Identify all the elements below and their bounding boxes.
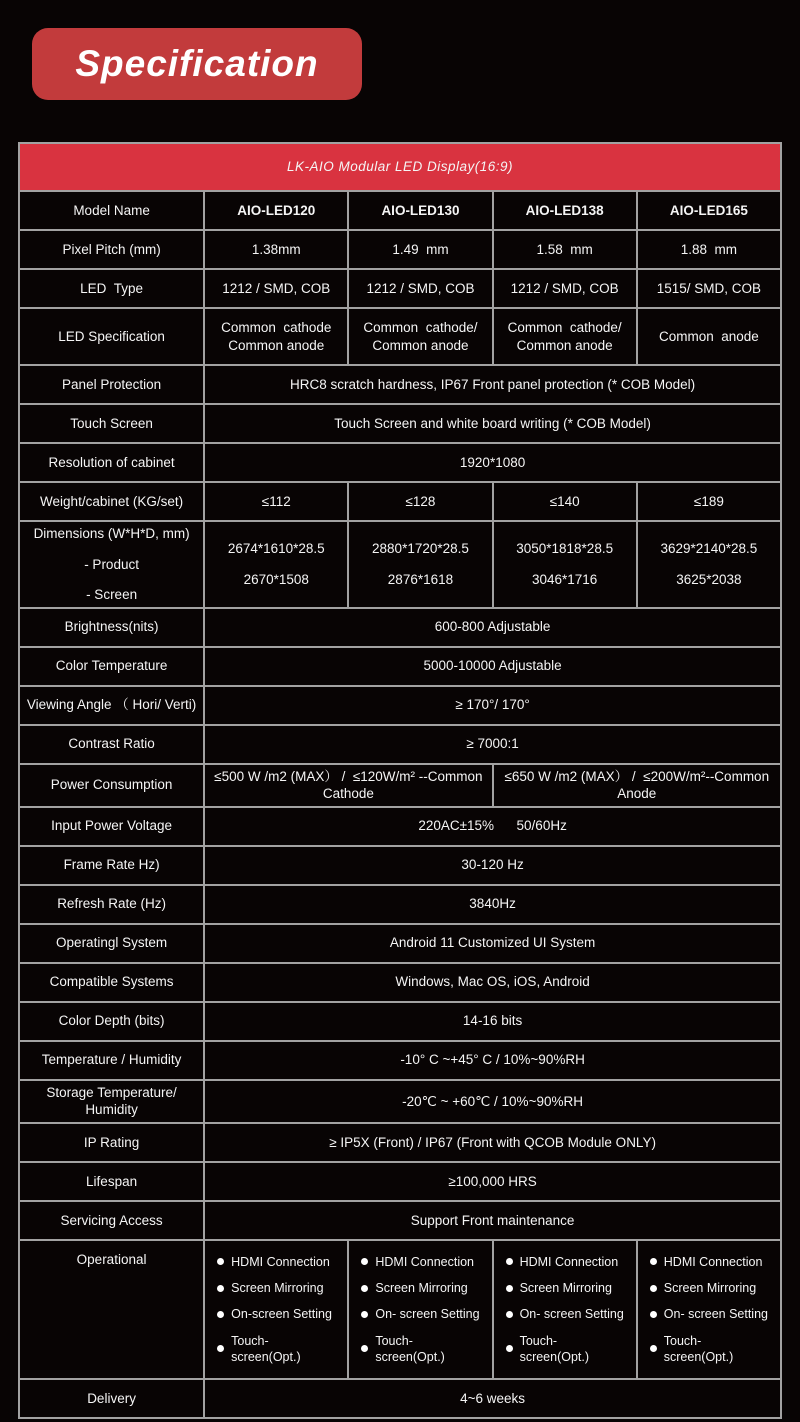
bullet-item bbox=[217, 1306, 339, 1322]
spec-row-color-depth bbox=[19, 1002, 781, 1041]
cell-line: 220AC±15% 50/60Hz bbox=[418, 818, 567, 834]
spec-row-panel-protection bbox=[19, 365, 781, 404]
value-lifespan bbox=[204, 1162, 781, 1201]
cell-line: 3629*2140*28.5 bbox=[660, 541, 758, 557]
cell-line: Weight/cabinet (KG/set) bbox=[40, 493, 184, 509]
row-label-color-depth bbox=[19, 1002, 204, 1041]
cell-line: 2670*1508 bbox=[243, 571, 309, 587]
bullet-label: Screen Mirroring bbox=[231, 1281, 324, 1296]
row-label-panel-protection bbox=[19, 365, 204, 404]
cell-line: AIO-LED165 bbox=[669, 202, 748, 218]
cell-line: - Screen bbox=[86, 587, 138, 603]
cell-line: - Product bbox=[84, 556, 139, 572]
value-dimensions-2 bbox=[348, 521, 492, 608]
value-power-consumption-2 bbox=[493, 764, 781, 807]
value-servicing-access bbox=[204, 1201, 781, 1240]
row-label-touch-screen bbox=[19, 404, 204, 443]
value-pixel-pitch-2 bbox=[348, 230, 492, 269]
cell-line: 3046*1716 bbox=[532, 571, 598, 587]
cell-line: Operatingl System bbox=[56, 935, 168, 951]
value-ip-rating bbox=[204, 1123, 781, 1162]
spec-row-lifespan bbox=[19, 1162, 781, 1201]
cell-line: Lifespan bbox=[86, 1173, 138, 1189]
value-led-specification-4 bbox=[637, 308, 781, 365]
bullet-label: On- screen Setting bbox=[375, 1307, 480, 1322]
spec-row-power-consumption bbox=[19, 764, 781, 807]
cell-line: ≥ 7000:1 bbox=[466, 736, 519, 752]
cell-line: Resolution of cabinet bbox=[48, 454, 175, 470]
value-viewing-angle bbox=[204, 686, 781, 725]
specification-table bbox=[18, 142, 782, 1419]
spec-row-dimensions bbox=[19, 521, 781, 608]
value-panel-protection bbox=[204, 365, 781, 404]
cell-line: 1212 / SMD, COB bbox=[510, 280, 619, 296]
bullet-dot-icon bbox=[650, 1345, 657, 1352]
bullet-label: HDMI Connection bbox=[663, 1254, 763, 1269]
value-dimensions-3 bbox=[493, 521, 637, 608]
cell-line: 1.49 mm bbox=[392, 241, 449, 257]
bullet-label: Touch- screen(Opt.) bbox=[663, 1333, 734, 1364]
cell-line: Panel Protection bbox=[62, 376, 162, 392]
cell-line: Android 11 Customized UI System bbox=[389, 935, 596, 951]
value-power-consumption-1 bbox=[204, 764, 492, 807]
cell-line: AIO-LED130 bbox=[381, 202, 460, 218]
cell-line: Windows, Mac OS, iOS, Android bbox=[395, 974, 590, 990]
cell-line: Common anode bbox=[516, 337, 613, 353]
bullet-label: HDMI Connection bbox=[375, 1254, 475, 1269]
row-label-frame-rate bbox=[19, 846, 204, 885]
value-led-type-2 bbox=[348, 269, 492, 308]
cell-line: 600-800 Adjustable bbox=[434, 619, 551, 635]
spec-row-delivery bbox=[19, 1379, 781, 1418]
bullet-item bbox=[650, 1306, 772, 1322]
bullet-item bbox=[217, 1280, 339, 1296]
bullet-dot-icon bbox=[217, 1285, 224, 1292]
value-operational-4 bbox=[637, 1240, 781, 1379]
bullet-item bbox=[506, 1306, 628, 1322]
bullet-label: On-screen Setting bbox=[231, 1307, 332, 1322]
bullet-label: HDMI Connection bbox=[231, 1254, 330, 1269]
value-color-depth bbox=[204, 1002, 781, 1041]
value-operational-1 bbox=[204, 1240, 348, 1379]
row-label-resolution-of-cabinet bbox=[19, 443, 204, 482]
bullet-dot-icon bbox=[506, 1345, 513, 1352]
cell-line: Common cathode/ bbox=[363, 319, 478, 335]
cell-line: 3840Hz bbox=[469, 896, 516, 912]
row-label-led-specification bbox=[19, 308, 204, 365]
row-label-color-temperature bbox=[19, 647, 204, 686]
row-label-contrast-ratio bbox=[19, 725, 204, 764]
cell-line: Input Power Voltage bbox=[51, 818, 172, 834]
cell-line: 30-120 Hz bbox=[461, 857, 524, 873]
bullet-dot-icon bbox=[217, 1258, 224, 1265]
bullet-item bbox=[361, 1306, 483, 1322]
bullet-label: HDMI Connection bbox=[519, 1254, 619, 1269]
spec-row-brightness bbox=[19, 608, 781, 647]
table-header-row bbox=[19, 143, 781, 191]
cell-line: 2876*1618 bbox=[387, 571, 454, 587]
row-label-refresh-rate bbox=[19, 885, 204, 924]
cell-line: Compatible Systems bbox=[49, 974, 174, 990]
cell-line: IP Rating bbox=[83, 1134, 140, 1150]
cell-line: 5000-10000 Adjustable bbox=[423, 658, 562, 674]
cell-line: ≥ IP5X (Front) / IP67 (Front with QCOB Module ONLY) bbox=[329, 1134, 656, 1150]
row-label-model-name bbox=[19, 191, 204, 230]
cell-line: -10° C ~+45° C / 10%~90%RH bbox=[400, 1052, 585, 1068]
bullet-item bbox=[361, 1280, 483, 1296]
row-label-servicing-access bbox=[19, 1201, 204, 1240]
bullet-label: Screen Mirroring bbox=[663, 1281, 757, 1296]
bullet-item bbox=[650, 1254, 772, 1270]
cell-line: 1920*1080 bbox=[459, 454, 526, 470]
bullet-item bbox=[506, 1254, 628, 1270]
value-touch-screen bbox=[204, 404, 781, 443]
cell-line: 14-16 bits bbox=[462, 1013, 523, 1029]
row-label-weight-cabinet bbox=[19, 482, 204, 521]
table-body bbox=[19, 191, 781, 1418]
bullet-item bbox=[650, 1333, 772, 1366]
cell-line: LED Type bbox=[80, 280, 143, 296]
row-label-storage-temperature-humidity bbox=[19, 1080, 204, 1123]
spec-row-led-specification bbox=[19, 308, 781, 365]
cell-line: ≤189 bbox=[693, 493, 724, 509]
value-led-specification-2 bbox=[348, 308, 492, 365]
specification-banner bbox=[32, 28, 362, 100]
bullet-label: Touch- screen(Opt.) bbox=[231, 1333, 301, 1364]
row-label-input-power-voltage bbox=[19, 807, 204, 846]
bullet-dot-icon bbox=[361, 1258, 368, 1265]
cell-line: AIO-LED138 bbox=[525, 202, 604, 218]
row-label-operational bbox=[19, 1240, 204, 1379]
cell-line: Dimensions (W*H*D, mm) bbox=[33, 526, 190, 541]
specification-banner-label: Specification bbox=[75, 43, 319, 84]
cell-line: Viewing Angle （ Hori/ Verti) bbox=[26, 697, 197, 713]
value-led-type-3 bbox=[493, 269, 637, 308]
cell-line: Delivery bbox=[87, 1390, 136, 1406]
cell-line: 2880*1720*28.5 bbox=[372, 541, 469, 557]
cell-line: Storage Temperature/ Humidity bbox=[46, 1084, 181, 1118]
spec-row-operational bbox=[19, 1240, 781, 1379]
cell-line: Common cathode bbox=[221, 319, 332, 335]
cell-line: Color Depth (bits) bbox=[58, 1013, 165, 1029]
cell-line: Touch Screen and white board writing (* COB Model) bbox=[334, 415, 651, 431]
row-label-temperature-humidity bbox=[19, 1041, 204, 1080]
cell-line: Pixel Pitch (mm) bbox=[62, 241, 161, 257]
spec-row-led-type bbox=[19, 269, 781, 308]
value-color-temperature bbox=[204, 647, 781, 686]
value-contrast-ratio bbox=[204, 725, 781, 764]
spec-row-pixel-pitch bbox=[19, 230, 781, 269]
cell-line: -20℃ ~ +60℃ / 10%~90%RH bbox=[402, 1093, 583, 1109]
cell-line: Temperature / Humidity bbox=[41, 1052, 182, 1068]
cell-line: Frame Rate Hz) bbox=[63, 857, 160, 873]
value-delivery bbox=[204, 1379, 781, 1418]
value-resolution-of-cabinet bbox=[204, 443, 781, 482]
cell-line: AIO-LED120 bbox=[237, 202, 316, 218]
value-led-specification-1 bbox=[204, 308, 348, 365]
cell-line: Brightness(nits) bbox=[64, 619, 159, 635]
cell-line: 2674*1610*28.5 bbox=[227, 541, 325, 557]
value-led-type-1 bbox=[204, 269, 348, 308]
cell-line: Contrast Ratio bbox=[68, 736, 155, 752]
cell-line: Touch Screen bbox=[70, 415, 153, 431]
cell-line: 3050*1818*28.5 bbox=[516, 541, 614, 557]
cell-line: ≥ 170°/ 170° bbox=[455, 697, 530, 713]
bullet-label: Touch- screen(Opt.) bbox=[519, 1333, 590, 1364]
cell-line: 3625*2038 bbox=[676, 571, 742, 587]
spec-row-weight-cabinet bbox=[19, 482, 781, 521]
value-weight-cabinet-2 bbox=[348, 482, 492, 521]
cell-line: 4~6 weeks bbox=[460, 1390, 526, 1406]
cell-line: 1515/ SMD, COB bbox=[656, 280, 762, 296]
cell-line: Common anode bbox=[372, 337, 469, 353]
row-label-led-type bbox=[19, 269, 204, 308]
spec-row-resolution-of-cabinet bbox=[19, 443, 781, 482]
bullet-item bbox=[506, 1280, 628, 1296]
value-weight-cabinet-3 bbox=[493, 482, 637, 521]
cell-line: Color Temperature bbox=[55, 658, 168, 674]
bullet-label: Screen Mirroring bbox=[375, 1281, 468, 1296]
value-pixel-pitch-4 bbox=[637, 230, 781, 269]
row-label-brightness bbox=[19, 608, 204, 647]
cell-line: 1212 / SMD, COB bbox=[366, 280, 475, 296]
value-dimensions-4 bbox=[637, 521, 781, 608]
cell-line: Support Front maintenance bbox=[410, 1212, 575, 1228]
row-label-ip-rating bbox=[19, 1123, 204, 1162]
value-model-name-2 bbox=[348, 191, 492, 230]
value-refresh-rate bbox=[204, 885, 781, 924]
spec-row-ip-rating bbox=[19, 1123, 781, 1162]
row-label-dimensions bbox=[19, 521, 204, 608]
cell-line: ≤140 bbox=[549, 493, 580, 509]
cell-line: LED Specification bbox=[58, 328, 165, 344]
spec-row-touch-screen bbox=[19, 404, 781, 443]
value-input-power-voltage bbox=[204, 807, 781, 846]
value-weight-cabinet-1 bbox=[204, 482, 348, 521]
row-label-lifespan bbox=[19, 1162, 204, 1201]
cell-line: Power Consumption bbox=[50, 777, 173, 793]
cell-line: 1.38mm bbox=[251, 241, 301, 257]
spec-row-refresh-rate bbox=[19, 885, 781, 924]
value-storage-temperature-humidity bbox=[204, 1080, 781, 1123]
value-brightness bbox=[204, 608, 781, 647]
spec-row-input-power-voltage bbox=[19, 807, 781, 846]
bullet-dot-icon bbox=[506, 1258, 513, 1265]
bullet-dot-icon bbox=[650, 1285, 657, 1292]
spec-row-contrast-ratio bbox=[19, 725, 781, 764]
cell-line: Common cathode/ bbox=[507, 319, 622, 335]
cell-line: 1.58 mm bbox=[536, 241, 593, 257]
bullet-item bbox=[361, 1254, 483, 1270]
cell-line: 1.88 mm bbox=[680, 241, 738, 257]
spec-row-viewing-angle bbox=[19, 686, 781, 725]
cell-line: Common anode bbox=[658, 328, 759, 344]
value-pixel-pitch-3 bbox=[493, 230, 637, 269]
bullet-dot-icon bbox=[217, 1345, 224, 1352]
bullet-item bbox=[650, 1280, 772, 1296]
value-weight-cabinet-4 bbox=[637, 482, 781, 521]
cell-line: Common anode bbox=[228, 337, 325, 353]
row-label-pixel-pitch bbox=[19, 230, 204, 269]
cell-line: Operational bbox=[76, 1251, 147, 1267]
value-temperature-humidity bbox=[204, 1041, 781, 1080]
bullet-dot-icon bbox=[361, 1345, 368, 1352]
value-led-type-4 bbox=[637, 269, 781, 308]
bullet-dot-icon bbox=[506, 1285, 513, 1292]
bullet-item bbox=[217, 1254, 339, 1270]
bullet-item bbox=[506, 1333, 628, 1366]
row-label-operating-system bbox=[19, 924, 204, 963]
spec-row-model-name bbox=[19, 191, 781, 230]
cell-line: ≤128 bbox=[405, 493, 436, 509]
value-model-name-3 bbox=[493, 191, 637, 230]
cell-line: ≤112 bbox=[261, 493, 291, 509]
spec-row-servicing-access bbox=[19, 1201, 781, 1240]
cell-line: 1212 / SMD, COB bbox=[222, 280, 331, 296]
spec-row-compatible-systems bbox=[19, 963, 781, 1002]
bullet-label: Screen Mirroring bbox=[519, 1281, 612, 1296]
spec-row-frame-rate bbox=[19, 846, 781, 885]
value-frame-rate bbox=[204, 846, 781, 885]
value-operational-3 bbox=[493, 1240, 637, 1379]
row-label-power-consumption bbox=[19, 764, 204, 807]
row-label-delivery bbox=[19, 1379, 204, 1418]
spec-row-color-temperature bbox=[19, 647, 781, 686]
row-label-viewing-angle bbox=[19, 686, 204, 725]
bullet-dot-icon bbox=[650, 1311, 657, 1318]
cell-line: ≤500 W /m2 (MAX） / ≤120W/m² --Common Cathode bbox=[214, 768, 487, 802]
bullet-dot-icon bbox=[506, 1311, 513, 1318]
spec-row-storage-temperature-humidity bbox=[19, 1080, 781, 1123]
cell-line: Model Name bbox=[73, 202, 150, 218]
bullet-dot-icon bbox=[650, 1258, 657, 1265]
value-dimensions-1 bbox=[204, 521, 348, 608]
value-model-name-1 bbox=[204, 191, 348, 230]
row-label-compatible-systems bbox=[19, 963, 204, 1002]
value-led-specification-3 bbox=[493, 308, 637, 365]
value-model-name-4 bbox=[637, 191, 781, 230]
cell-line: Refresh Rate (Hz) bbox=[57, 896, 166, 912]
spec-row-temperature-humidity bbox=[19, 1041, 781, 1080]
value-compatible-systems bbox=[204, 963, 781, 1002]
bullet-label: Touch- screen(Opt.) bbox=[375, 1333, 445, 1364]
bullet-label: On- screen Setting bbox=[519, 1307, 624, 1322]
bullet-dot-icon bbox=[217, 1311, 224, 1318]
cell-line: Servicing Access bbox=[60, 1212, 163, 1228]
bullet-dot-icon bbox=[361, 1285, 368, 1292]
bullet-item bbox=[361, 1333, 483, 1366]
cell-line: HRC8 scratch hardness, IP67 Front panel protection (* COB Model) bbox=[289, 376, 696, 392]
spec-row-operating-system bbox=[19, 924, 781, 963]
bullet-item bbox=[217, 1333, 339, 1366]
value-operating-system bbox=[204, 924, 781, 963]
cell-line: ≤650 W /m2 (MAX） / ≤200W/m²--Common Anode bbox=[504, 768, 773, 802]
value-pixel-pitch-1 bbox=[204, 230, 348, 269]
bullet-label: On- screen Setting bbox=[663, 1307, 768, 1322]
table-title: LK-AIO Modular LED Display(16:9) bbox=[19, 143, 781, 191]
value-operational-2 bbox=[348, 1240, 492, 1379]
bullet-dot-icon bbox=[361, 1311, 368, 1318]
cell-line: ≥100,000 HRS bbox=[448, 1173, 537, 1189]
